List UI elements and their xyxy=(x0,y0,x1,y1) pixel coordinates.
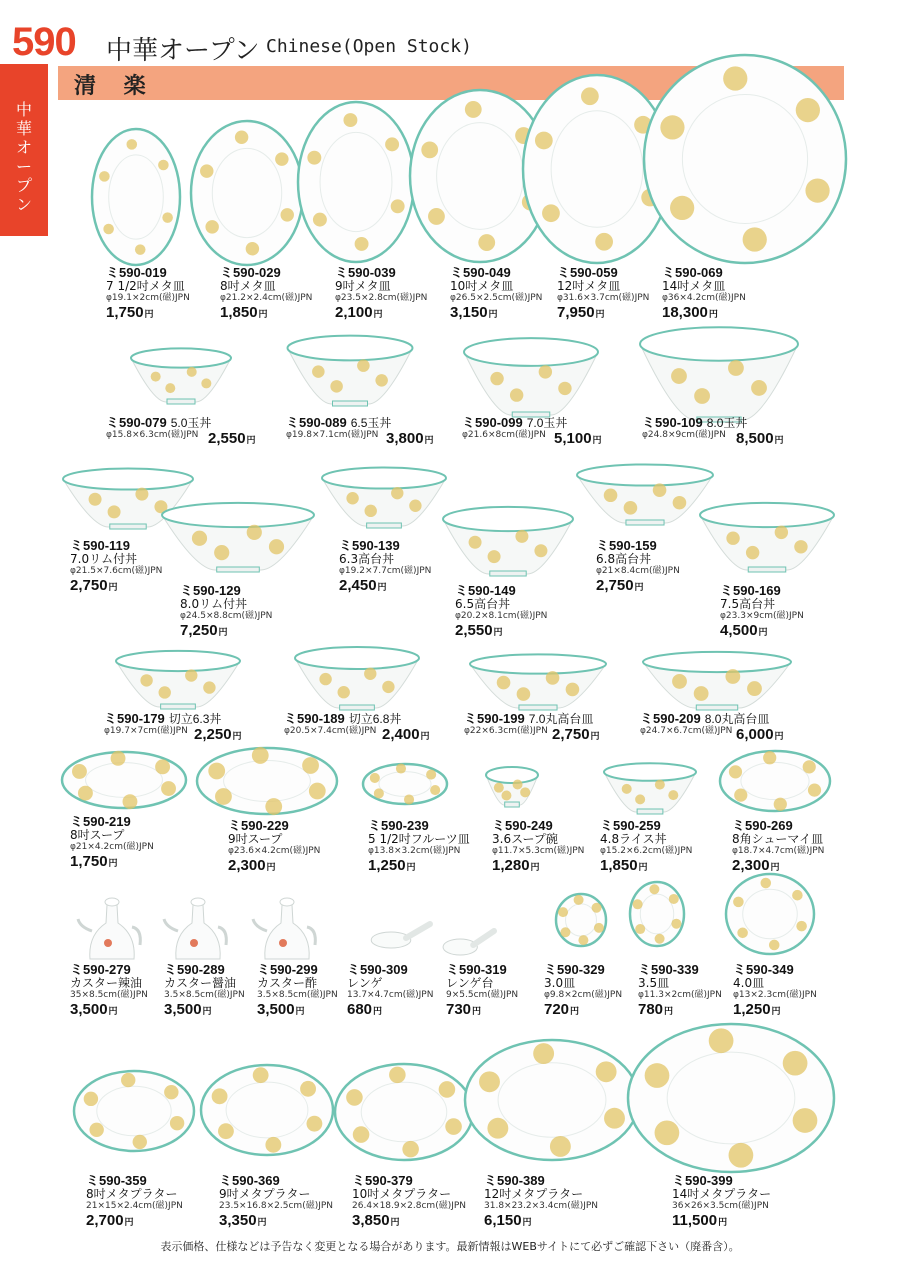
product-code: ミ590-359 xyxy=(86,1173,147,1188)
product-name: レンゲ台 xyxy=(446,976,494,990)
product-name: 9吋スープ xyxy=(228,832,283,846)
product-019 xyxy=(106,266,190,323)
product-price: 2,400円 xyxy=(382,726,430,743)
product-price: 2,700円 xyxy=(86,1212,134,1229)
product-name: 14吋メタプラター xyxy=(672,1187,772,1201)
product-price: 3,800円 xyxy=(386,430,434,447)
product-spec: φ20.2×8.1cm(磁)JPN xyxy=(455,611,548,621)
product-329 xyxy=(544,963,622,1020)
product-name: 8.0玉丼 xyxy=(706,416,748,430)
product-price: 2,750円 xyxy=(596,577,644,594)
product-spec: φ21.2×2.4cm(磁)JPN xyxy=(220,293,313,303)
product-239 xyxy=(368,819,470,876)
product-code: ミ590-119 xyxy=(70,538,130,553)
product-name: 3.6スープ碗 xyxy=(492,832,558,846)
product-spec: φ22×6.3cm(磁)JPN xyxy=(464,726,548,736)
product-name: 8吋スープ xyxy=(70,828,125,842)
plate-329 xyxy=(556,894,606,946)
product-spec: 31.8×23.2×3.4cm(磁)JPN xyxy=(484,1201,599,1211)
product-code: ミ590-169 xyxy=(720,583,781,598)
footer-note: 表示価格、仕様などは予告なく変更となる場合があります。最新情報はWEBサイトにて必ずご確認下さい（廃番含）。 xyxy=(160,1240,740,1253)
product-spec: 23.5×16.8×2.5cm(磁)JPN xyxy=(219,1201,334,1211)
product-price: 7,250円 xyxy=(180,622,228,639)
product-name: 8.0丸高台皿 xyxy=(704,712,770,726)
product-379 xyxy=(352,1174,466,1231)
bowl-189 xyxy=(295,647,419,710)
bowl-249 xyxy=(486,767,538,807)
product-name: カスター酢 xyxy=(257,976,318,990)
bowl-169 xyxy=(700,503,834,572)
product-name: 6.3高台丼 xyxy=(339,552,395,566)
product-spec: φ21.6×8cm(磁)JPN xyxy=(462,430,546,440)
product-259 xyxy=(600,819,692,876)
product-spec: φ19.7×7cm(磁)JPN xyxy=(104,726,188,736)
product-price: 2,250円 xyxy=(194,726,242,743)
product-spec: φ24.8×9cm(磁)JPN xyxy=(642,430,726,440)
plate-069 xyxy=(644,55,846,263)
product-name: 9吋メタプラター xyxy=(219,1187,311,1201)
product-name: 8吋メタプラター xyxy=(86,1187,178,1201)
product-code: ミ590-099 7.0玉丼 xyxy=(462,415,568,430)
product-279 xyxy=(70,963,148,1020)
rengedai-319 xyxy=(443,931,494,955)
product-189 xyxy=(284,712,454,742)
bowl-149 xyxy=(443,507,573,576)
plate-339 xyxy=(630,882,684,946)
product-price: 680円 xyxy=(347,1001,383,1018)
product-price: 2,750円 xyxy=(70,577,118,594)
product-369 xyxy=(219,1174,333,1231)
product-code: ミ590-249 xyxy=(492,818,553,833)
product-029 xyxy=(220,266,312,323)
product-price: 1,750円 xyxy=(106,304,154,321)
product-name: 8吋メタ皿 xyxy=(220,279,276,293)
product-code: ミ590-399 xyxy=(672,1173,733,1188)
product-name: カスター辣油 xyxy=(70,976,143,990)
product-code: ミ590-349 xyxy=(733,962,794,977)
product-spec: 13.7×4.7cm(磁)JPN xyxy=(347,990,434,1000)
product-name: 12吋メタ皿 xyxy=(557,279,621,293)
plate-019 xyxy=(92,129,180,265)
product-price: 3,150円 xyxy=(450,304,498,321)
product-price: 5,100円 xyxy=(554,430,602,447)
product-name: 3.5皿 xyxy=(638,976,670,990)
product-code: ミ590-079 5.0玉丼 xyxy=(106,415,212,430)
product-code: ミ590-309 xyxy=(347,962,408,977)
caster-299 xyxy=(253,898,315,959)
product-code: ミ590-269 xyxy=(732,818,793,833)
product-299 xyxy=(257,963,338,1020)
product-spec: φ13×2.3cm(磁)JPN xyxy=(733,990,817,1000)
product-049 xyxy=(450,266,542,323)
product-code: ミ590-049 xyxy=(450,265,511,280)
product-339 xyxy=(638,963,722,1020)
bowl-109 xyxy=(640,327,798,422)
product-price: 1,280円 xyxy=(492,857,540,874)
product-289 xyxy=(164,963,245,1020)
product-spec: φ23.5×2.8cm(磁)JPN xyxy=(335,293,428,303)
product-price: 11,500円 xyxy=(672,1212,728,1229)
platter-379 xyxy=(335,1064,473,1160)
product-price: 720円 xyxy=(544,1001,580,1018)
product-name: レンゲ xyxy=(347,976,383,990)
sidebar-label: 中華オープン xyxy=(15,100,32,214)
plate-029 xyxy=(191,121,303,265)
product-359 xyxy=(86,1174,183,1231)
product-199 xyxy=(464,712,634,742)
series-label: 清 楽 xyxy=(74,74,156,99)
product-price: 4,500円 xyxy=(720,622,768,639)
product-spec: 21×15×2.4cm(磁)JPN xyxy=(86,1201,183,1211)
product-price: 2,550円 xyxy=(455,622,503,639)
bowl-089 xyxy=(288,336,413,406)
product-219 xyxy=(70,815,154,872)
product-spec: 3.5×8.5cm(磁)JPN xyxy=(257,990,338,1000)
product-spec: φ18.7×4.7cm(磁)JPN xyxy=(732,846,825,856)
product-code: ミ590-059 xyxy=(557,265,618,280)
platter-399 xyxy=(628,1024,834,1172)
renge-309 xyxy=(371,924,430,948)
product-code: ミ590-149 xyxy=(455,583,516,598)
product-code: ミ590-229 xyxy=(228,818,289,833)
bowl-179 xyxy=(116,651,240,709)
product-spec: φ13.8×3.2cm(磁)JPN xyxy=(368,846,461,856)
product-spec: φ26.5×2.5cm(磁)JPN xyxy=(450,293,543,303)
product-269 xyxy=(732,819,824,876)
product-price: 6,000円 xyxy=(736,726,784,743)
product-spec: 9×5.5cm(磁)JPN xyxy=(446,990,519,1000)
bowl-199 xyxy=(470,654,606,710)
product-code: ミ590-179 切立6.3丼 xyxy=(104,711,222,726)
product-spec: φ19.1×2cm(磁)JPN xyxy=(106,293,190,303)
bowl-099 xyxy=(464,338,598,417)
product-code: ミ590-189 切立6.8丼 xyxy=(284,711,402,726)
product-name: 12吋メタプラター xyxy=(484,1187,584,1201)
product-name: 6.5玉丼 xyxy=(350,416,392,430)
product-price: 2,550円 xyxy=(208,430,256,447)
product-spec: φ23.3×9cm(磁)JPN xyxy=(720,611,804,621)
product-price: 18,300円 xyxy=(662,304,718,321)
product-price: 1,250円 xyxy=(368,857,416,874)
bowl-079 xyxy=(131,348,231,404)
product-name: カスター醤油 xyxy=(164,976,237,990)
product-code: ミ590-039 xyxy=(335,265,396,280)
product-code: ミ590-139 xyxy=(339,538,400,553)
product-name: 切立6.8丼 xyxy=(348,712,402,726)
product-159 xyxy=(596,539,680,596)
product-price: 2,450円 xyxy=(339,577,387,594)
product-spec: φ21.5×7.6cm(磁)JPN xyxy=(70,566,163,576)
product-spec: φ31.6×3.7cm(磁)JPN xyxy=(557,293,650,303)
product-spec: φ23.6×4.2cm(磁)JPN xyxy=(228,846,321,856)
page-number: 590 xyxy=(12,20,76,64)
product-139 xyxy=(339,539,431,596)
product-code: ミ590-289 xyxy=(164,962,225,977)
product-code: ミ590-129 xyxy=(180,583,241,598)
bowl-129 xyxy=(162,503,314,572)
product-name: 4.8ライス丼 xyxy=(600,832,667,846)
product-code: ミ590-209 8.0丸高台皿 xyxy=(640,711,770,726)
bowl-209 xyxy=(643,652,791,710)
product-code: ミ590-329 xyxy=(544,962,605,977)
product-spec: φ21×4.2cm(磁)JPN xyxy=(70,842,154,852)
bowl-139 xyxy=(322,467,446,528)
product-059 xyxy=(557,266,649,323)
product-price: 3,500円 xyxy=(257,1001,305,1018)
product-name: 7.5高台丼 xyxy=(720,597,776,611)
soup-219 xyxy=(62,751,186,809)
product-name: 10吋メタプラター xyxy=(352,1187,452,1201)
product-name: 6.8高台丼 xyxy=(596,552,652,566)
product-spec: φ20.5×7.4cm(磁)JPN xyxy=(284,726,377,736)
product-code: ミ590-389 xyxy=(484,1173,545,1188)
product-name: 10吋メタ皿 xyxy=(450,279,514,293)
product-code: ミ590-159 xyxy=(596,538,657,553)
product-code: ミ590-379 xyxy=(352,1173,413,1188)
product-name: 3.0皿 xyxy=(544,976,576,990)
product-price: 2,750円 xyxy=(552,726,600,743)
octagon-269 xyxy=(720,751,830,811)
product-spec: φ19.8×7.1cm(磁)JPN xyxy=(286,430,379,440)
product-code: ミ590-239 xyxy=(368,818,429,833)
page-title: 中華オープン xyxy=(106,36,260,66)
product-spec: 35×8.5cm(磁)JPN xyxy=(70,990,148,1000)
bowl-259 xyxy=(604,763,696,814)
product-name: 8.0リム付丼 xyxy=(180,597,248,611)
product-209 xyxy=(640,712,830,742)
product-spec: φ19.2×7.7cm(磁)JPN xyxy=(339,566,432,576)
product-price: 3,500円 xyxy=(70,1001,118,1018)
bowl-159 xyxy=(577,464,713,525)
product-109 xyxy=(642,416,812,446)
product-099 xyxy=(462,416,632,446)
plate-039 xyxy=(298,102,414,262)
product-price: 3,350円 xyxy=(219,1212,267,1229)
product-price: 2,100円 xyxy=(335,304,383,321)
product-name: 14吋メタ皿 xyxy=(662,279,726,293)
product-code: ミ590-109 8.0玉丼 xyxy=(642,415,748,430)
product-spec: φ21×8.4cm(磁)JPN xyxy=(596,566,680,576)
product-price: 730円 xyxy=(446,1001,482,1018)
product-code: ミ590-299 xyxy=(257,962,318,977)
product-spec: φ24.7×6.7cm(磁)JPN xyxy=(640,726,733,736)
product-name: 7.0リム付丼 xyxy=(70,552,138,566)
product-119 xyxy=(70,539,162,596)
product-spec: 36×26×3.5cm(磁)JPN xyxy=(672,1201,769,1211)
product-069 xyxy=(662,266,746,323)
product-code: ミ590-029 xyxy=(220,265,281,280)
product-399 xyxy=(672,1174,771,1231)
platter-359 xyxy=(74,1071,194,1151)
product-249 xyxy=(492,819,584,876)
product-389 xyxy=(484,1174,598,1231)
product-spec: 3.5×8.5cm(磁)JPN xyxy=(164,990,245,1000)
product-349 xyxy=(733,963,817,1020)
caster-289 xyxy=(164,898,226,959)
product-149 xyxy=(455,584,547,641)
product-code: ミ590-019 xyxy=(106,265,167,280)
fruit-239 xyxy=(363,763,447,804)
product-code: ミ590-319 xyxy=(446,962,507,977)
product-spec: φ15.8×6.3cm(磁)JPN xyxy=(106,430,199,440)
product-spec: φ11.7×5.3cm(磁)JPN xyxy=(492,846,585,856)
page-subtitle: Chinese(Open Stock) xyxy=(266,36,472,57)
product-spec: φ11.3×2cm(磁)JPN xyxy=(638,990,722,1000)
product-name: 7.0丸高台皿 xyxy=(528,712,594,726)
product-179 xyxy=(104,712,274,742)
product-name: 6.5高台丼 xyxy=(455,597,511,611)
product-price: 2,300円 xyxy=(732,857,780,874)
product-spec: φ36×4.2cm(磁)JPN xyxy=(662,293,746,303)
soup-229 xyxy=(197,747,337,815)
product-129 xyxy=(180,584,272,641)
product-price: 2,300円 xyxy=(228,857,276,874)
product-code: ミ590-199 7.0丸高台皿 xyxy=(464,711,594,726)
plate-349 xyxy=(726,874,814,954)
caster-279 xyxy=(78,898,140,959)
product-price: 3,500円 xyxy=(164,1001,212,1018)
product-code: ミ590-259 xyxy=(600,818,661,833)
product-spec: 26.4×18.9×2.8cm(磁)JPN xyxy=(352,1201,467,1211)
product-039 xyxy=(335,266,427,323)
product-name: 5 1/2吋フルーツ皿 xyxy=(368,832,470,846)
product-price: 6,150円 xyxy=(484,1212,532,1229)
product-089 xyxy=(286,416,456,446)
product-309 xyxy=(347,963,433,1020)
product-price: 8,500円 xyxy=(736,430,784,447)
product-price: 780円 xyxy=(638,1001,674,1018)
product-price: 7,950円 xyxy=(557,304,605,321)
platter-369 xyxy=(201,1065,333,1155)
product-code: ミ590-069 xyxy=(662,265,723,280)
product-name: 8角シューマイ皿 xyxy=(732,832,824,846)
product-code: ミ590-219 xyxy=(70,814,131,829)
product-code: ミ590-339 xyxy=(638,962,699,977)
product-name: 7.0玉丼 xyxy=(526,416,568,430)
product-price: 3,850円 xyxy=(352,1212,400,1229)
platter-389 xyxy=(465,1040,639,1160)
product-spec: φ24.5×8.8cm(磁)JPN xyxy=(180,611,273,621)
product-spec: φ9.8×2cm(磁)JPN xyxy=(544,990,623,1000)
product-spec: φ15.2×6.2cm(磁)JPN xyxy=(600,846,693,856)
product-code: ミ590-279 xyxy=(70,962,131,977)
product-code: ミ590-369 xyxy=(219,1173,280,1188)
product-price: 1,850円 xyxy=(220,304,268,321)
product-code: ミ590-089 6.5玉丼 xyxy=(286,415,392,430)
product-price: 1,750円 xyxy=(70,853,118,870)
product-name: 9吋メタ皿 xyxy=(335,279,391,293)
product-name: 4.0皿 xyxy=(733,976,765,990)
product-name: 切立6.3丼 xyxy=(168,712,222,726)
product-name: 5.0玉丼 xyxy=(170,416,212,430)
product-price: 1,850円 xyxy=(600,857,648,874)
product-price: 1,250円 xyxy=(733,1001,781,1018)
product-319 xyxy=(446,963,518,1020)
product-169 xyxy=(720,584,804,641)
product-name: 7 1/2吋メタ皿 xyxy=(106,279,185,293)
product-079 xyxy=(106,416,276,446)
product-229 xyxy=(228,819,320,876)
